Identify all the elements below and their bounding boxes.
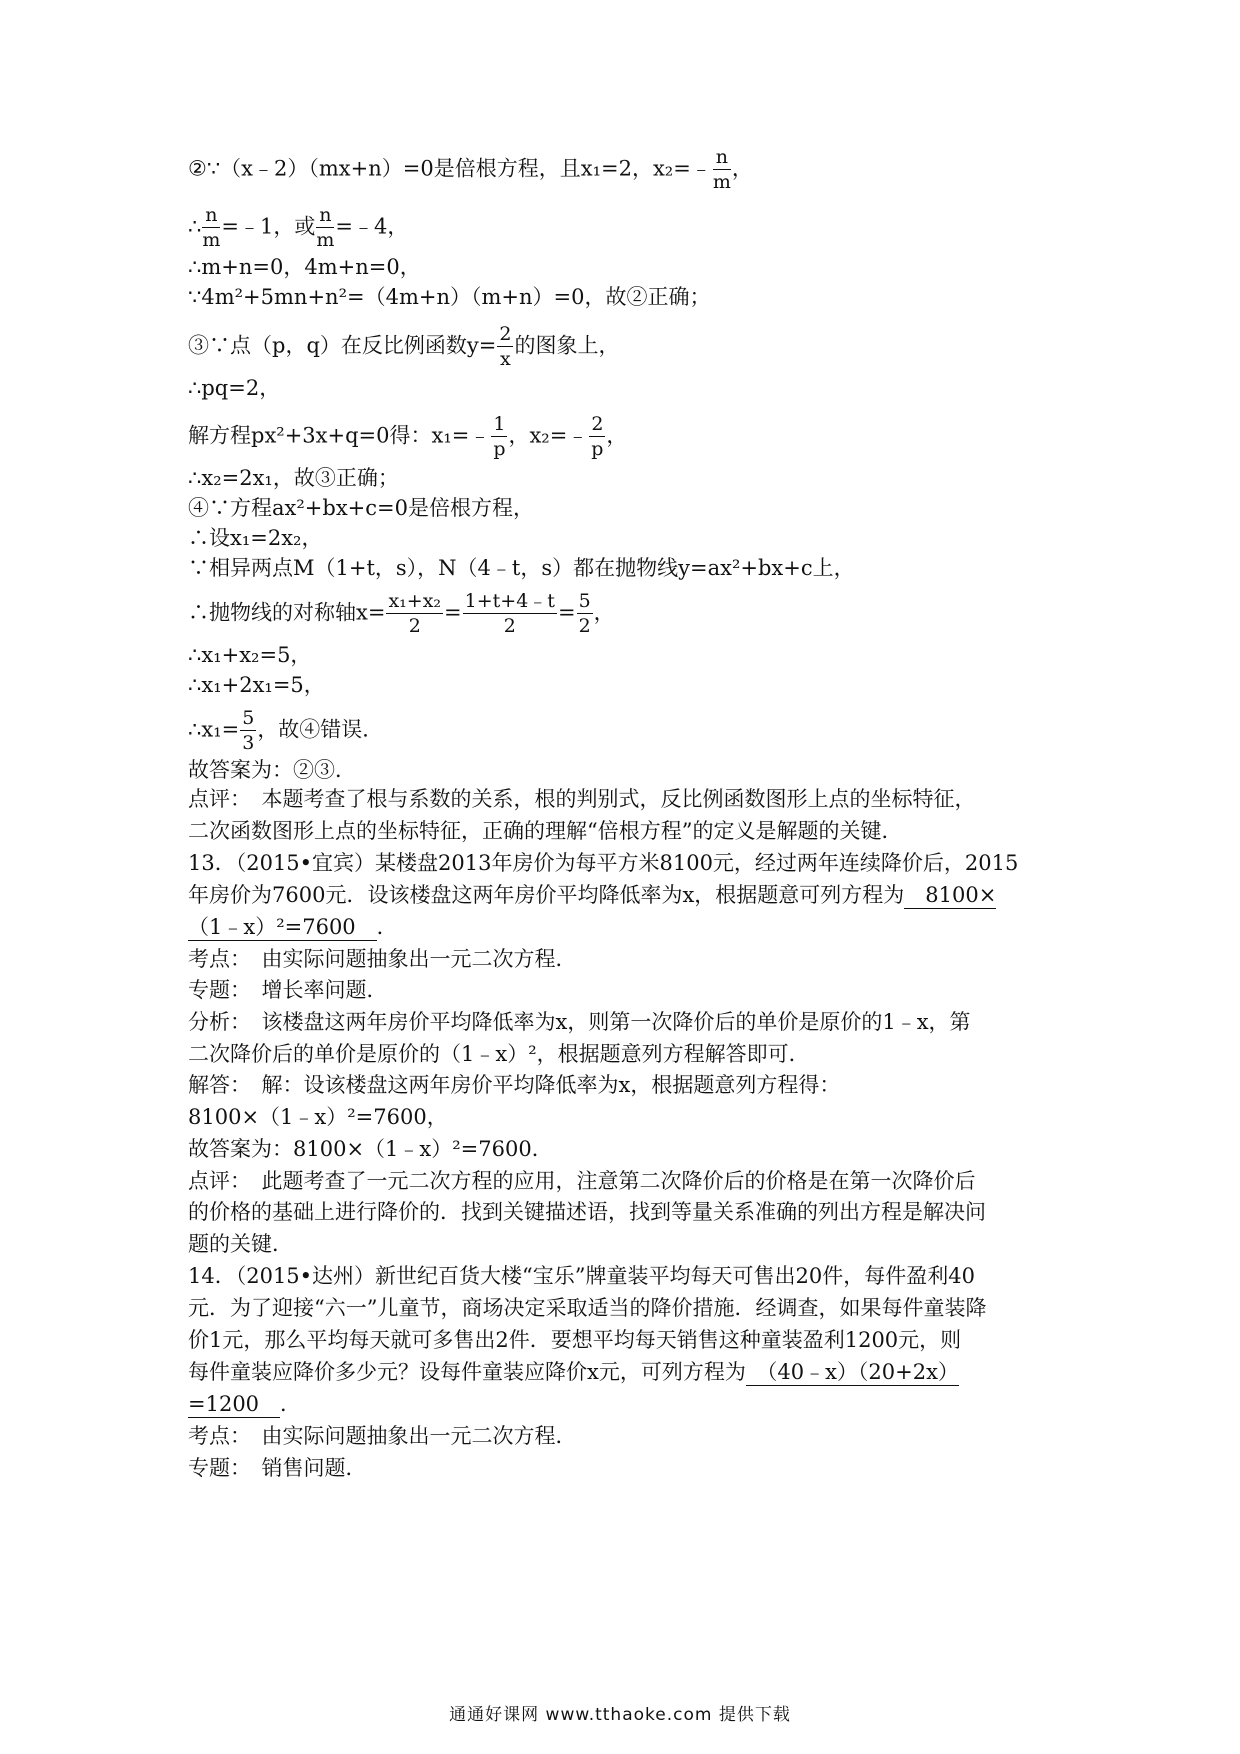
line-28: 故答案为：8100×（1﹣x）²=7600． bbox=[188, 1137, 553, 1161]
line-8: ∴x₂=2x₁，故③正确； bbox=[188, 466, 399, 490]
line-15 bbox=[188, 709, 383, 753]
numerator: 5 bbox=[242, 707, 255, 729]
denominator: 2 bbox=[578, 615, 591, 637]
line-38: 专题： 销售问题． bbox=[188, 1456, 367, 1480]
text: ，x₂=﹣ bbox=[508, 423, 589, 448]
text: ， bbox=[606, 423, 628, 448]
line-35 bbox=[188, 1356, 959, 1388]
denominator: m bbox=[202, 229, 221, 251]
line-10: ∴设x₁=2x₂， bbox=[188, 526, 323, 550]
line-14: ∴x₁+2x₁=5， bbox=[188, 673, 325, 697]
line-4: ∵4m²+5mn+n²=（4m+n）（m+n）=0，故②正确； bbox=[188, 285, 711, 309]
fraction bbox=[386, 592, 443, 636]
text: ∴抛物线的对称轴x= bbox=[188, 600, 386, 625]
fraction bbox=[713, 148, 731, 192]
line-18: 二次函数图形上点的坐标特征，正确的理解“倍根方程”的定义是解题的关键． bbox=[188, 819, 903, 843]
text: ∴ bbox=[188, 214, 202, 239]
line-23: 专题： 增长率问题． bbox=[188, 978, 388, 1002]
line-9: ④∵方程ax²+bx+c=0是倍根方程， bbox=[188, 496, 534, 520]
line-5 bbox=[188, 325, 619, 369]
denominator: m bbox=[712, 171, 731, 193]
text: =﹣4， bbox=[335, 214, 409, 239]
line-19: 13．（2015•宜宾）某楼盘2013年房价为每平方米8100元，经过两年连续降价后，2015 bbox=[188, 851, 1019, 875]
line-21 bbox=[188, 911, 398, 943]
line-24: 分析： 该楼盘这两年房价平均降低率为x，则第一次降价后的单价是原价的1﹣x，第 bbox=[188, 1010, 971, 1034]
fraction bbox=[202, 206, 220, 250]
page-footer: 通通好课网 www.tthaoke.com 提供下载 bbox=[449, 1705, 791, 1725]
line-26: 解答： 解：设该楼盘这两年房价平均降低率为x，根据题意列方程得： bbox=[188, 1073, 841, 1097]
denominator: p bbox=[493, 438, 506, 460]
numerator: 2 bbox=[591, 413, 604, 435]
fraction bbox=[240, 709, 256, 753]
line-29: 点评： 此题考查了一元二次方程的应用，注意第二次降价后的价格是在第一次降价后 bbox=[188, 1169, 976, 1193]
line-13: ∴x₁+x₂=5， bbox=[188, 643, 312, 667]
denominator: m bbox=[316, 229, 335, 251]
denominator: p bbox=[591, 438, 604, 460]
numerator: 1 bbox=[493, 413, 506, 435]
numerator: n bbox=[713, 148, 731, 170]
line-1 bbox=[188, 148, 753, 192]
fraction bbox=[463, 592, 557, 636]
text: ， bbox=[731, 156, 753, 181]
numerator: n bbox=[202, 206, 220, 228]
text: ∴x₁= bbox=[188, 717, 240, 742]
line-25: 二次降价后的单价是原价的（1﹣x）²，根据题意列方程解答即可． bbox=[188, 1042, 810, 1066]
text: 每件童装应降价多少元？设每件童装应降价x元，可列方程为 bbox=[188, 1360, 746, 1384]
fraction bbox=[491, 415, 507, 459]
text: ． bbox=[376, 915, 398, 939]
denominator: 2 bbox=[503, 615, 516, 637]
fraction bbox=[589, 415, 605, 459]
answer-blank: =1200 bbox=[188, 1392, 281, 1416]
fraction bbox=[497, 325, 513, 369]
line-37: 考点： 由实际问题抽象出一元二次方程． bbox=[188, 1424, 577, 1448]
line-22: 考点： 由实际问题抽象出一元二次方程． bbox=[188, 947, 577, 971]
fraction bbox=[316, 206, 334, 250]
text: ，故④错误． bbox=[257, 717, 384, 742]
line-12 bbox=[188, 592, 615, 636]
text: 年房价为7600元．设该楼盘这两年房价平均降低率为x，根据题意可列方程为 bbox=[188, 883, 905, 907]
line-6: ∴pq=2， bbox=[188, 376, 281, 400]
text: = bbox=[444, 600, 462, 625]
line-16: 故答案为：②③． bbox=[188, 758, 356, 782]
line-36 bbox=[188, 1388, 301, 1420]
line-34: 价1元，那么平均每天就可多售出2件．要想平均每天销售这种童装盈利1200元，则 bbox=[188, 1328, 962, 1352]
line-32: 14．（2015•达州）新世纪百货大楼“宝乐”牌童装平均每天可售出20件，每件盈利40 bbox=[188, 1264, 975, 1288]
denominator: 2 bbox=[408, 615, 421, 637]
line-2 bbox=[188, 206, 408, 250]
line-3: ∴m+n=0，4m+n=0， bbox=[188, 255, 421, 279]
line-11: ∵相异两点M（1+t，s），N（4﹣t，s）都在抛物线y=ax²+bx+c上， bbox=[188, 556, 855, 580]
text: ． bbox=[280, 1392, 302, 1416]
line-27: 8100×（1﹣x）²=7600， bbox=[188, 1105, 448, 1129]
numerator: 5 bbox=[578, 590, 591, 612]
text: 解方程px²+3x+q=0得：x₁=﹣ bbox=[188, 423, 491, 448]
fraction bbox=[577, 592, 593, 636]
answer-blank: 8100× bbox=[904, 883, 997, 907]
line-17: 点评： 本题考查了根与系数的关系，根的判别式，反比例函数图形上点的坐标特征， bbox=[188, 787, 976, 811]
line-33: 元．为了迎接“六一”儿童节，商场决定采取适当的降价措施．经调查，如果每件童装降 bbox=[188, 1296, 987, 1320]
denominator: 3 bbox=[242, 732, 255, 754]
line-31: 题的关键． bbox=[188, 1232, 293, 1256]
numerator: n bbox=[316, 206, 334, 228]
numerator: 2 bbox=[499, 323, 512, 345]
numerator: x₁+x₂ bbox=[388, 590, 442, 612]
text: ， bbox=[593, 600, 615, 625]
denominator: x bbox=[500, 348, 511, 370]
text: 的图象上， bbox=[514, 333, 620, 358]
line-20 bbox=[188, 879, 996, 911]
line-30: 的价格的基础上进行降价的．找到关键描述语，找到等量关系准确的列出方程是解决问 bbox=[188, 1200, 986, 1224]
text: =﹣1，或 bbox=[221, 214, 316, 239]
text: ③∵点（p，q）在反比例函数y= bbox=[188, 333, 497, 358]
answer-blank: （1﹣x）²=7600 bbox=[188, 915, 377, 939]
text: = bbox=[557, 600, 576, 625]
text: ②∵（x﹣2）（mx+n）=0是倍根方程，且x₁=2，x₂=﹣ bbox=[188, 156, 712, 181]
answer-blank: （40﹣x）（20+2x） bbox=[745, 1360, 959, 1384]
line-7 bbox=[188, 415, 627, 459]
numerator: 1+t+4﹣t bbox=[464, 590, 555, 612]
